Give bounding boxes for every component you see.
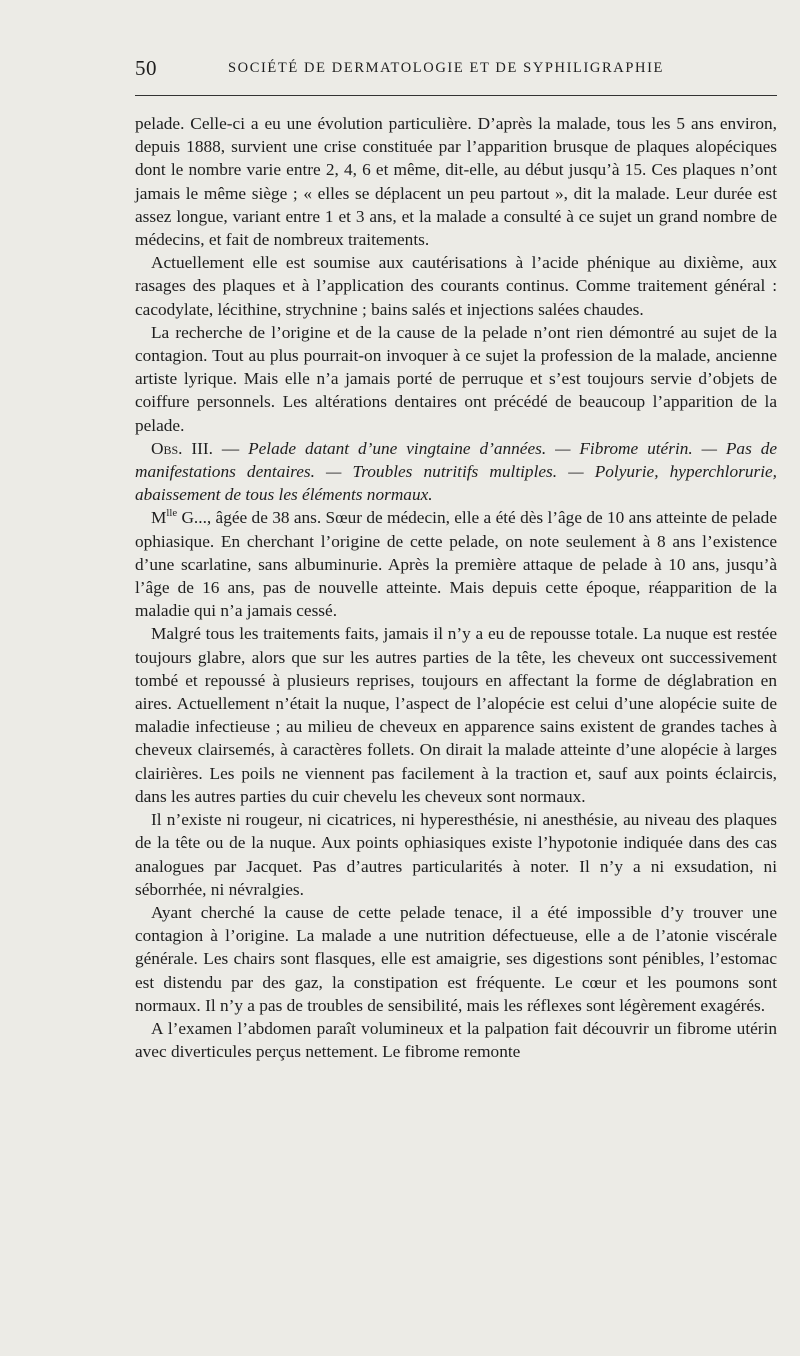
- observation-label: Obs. III.: [151, 438, 213, 458]
- body-text: [135, 112, 777, 1063]
- paragraph-1: pelade. Celle-ci a eu une évolution particulière. D’après la malade, tous les 5 ans environ, depuis 1888, survient une crise constituée par l’apparition brusque de plaques alopéciques dont le nombre varie entre 2, 4, 6 et même, dit-elle, au début jusqu’à 15. Ces plaques n’ont jamais le même siège ; « elles se déplacent un peu partout », dit la malade. Leur durée est assez longue, variant entre 1 et 3 ans, et la malade a consulté à ce sujet un grand nombre de médecins, et fait de nombreux traitements.: [135, 114, 777, 250]
- page-number: 50: [135, 56, 157, 80]
- paragraph-8: Ayant cherché la cause de cette pelade tenace, il a été impossible d’y trouver une contagion à l’origine. La malade a une nutrition défectueuse, elle a de l’atonie viscérale générale. Les chairs sont flasques, elle est amaigrie, ses digestions sont pénibles, l’estomac est distendu par des gaz, la constipation est fréquente. Le cœur et les poumons sont normaux. Il n’y a pas de troubles de sensibilité, mais les réflexes sont légèrement exagérés.: [135, 902, 777, 1015]
- observation-heading: [135, 437, 777, 507]
- paragraph-9: A l’examen l’abdomen paraît volumineux et la palpation fait découvrir un fibrome utérin avec diverticules perçus nettement. Le fibrome remonte: [135, 1018, 777, 1062]
- header-rule: [135, 95, 777, 96]
- paragraph-5-text: G..., âgée de 38 ans. Sœur de médecin, elle a été dès l’âge de 10 ans atteinte de pelade ophiasique. En cherchant l’origine de cette pelade, on note seulement à 8 ans l’existence d’une scarlatine, sans albuminurie. Après la première attaque de pelade à 10 ans, jusqu’à l’âge de 16 ans, pas de nouvelle atteinte. Mais depuis cette époque, réapparition de la maladie qui n’a jamais cessé.: [135, 508, 777, 621]
- page-header: [135, 56, 777, 86]
- honorific: M: [151, 508, 167, 528]
- paragraph-2: Actuellement elle est soumise aux cautérisations à l’acide phénique au dixième, aux rasages des plaques et à l’application des courants continus. Comme traitement général : cacodylate, lécithine, strychnine ; bains salés et injections salées chaudes.: [135, 253, 777, 319]
- observation-title: Pelade datant d’une vingtaine d’années. — Fibrome utérin. — Pas de manifestations dentaires. — Troubles nutritifs multiples. — Polyurie, hyperchlorurie, abaissement de tous les éléments normaux.: [135, 438, 778, 505]
- paragraph-7: Il n’existe ni rougeur, ni cicatrices, ni hyperesthésie, ni anesthésie, au niveau des plaques de la tête ou de la nuque. Aux points ophiasiques existe l’hypotonie indiquée dans des cas analogues par Jacquet. Pas d’autres particularités à noter. Il n’y a ni exsudation, ni séborrhée, ni névralgies.: [135, 810, 777, 899]
- paragraph-6: Malgré tous les traitements faits, jamais il n’y a eu de repousse totale. La nuque est restée toujours glabre, alors que sur les autres parties de la tête, les cheveux ont successivement tombé et repoussé à plusieurs reprises, toujours en affectant la forme de déglabration en aires. Actuellement n’était la nuque, l’aspect de l’alopécie est celui d’une alopécie suite de maladie infectieuse ; au milieu de cheveux en apparence sains existent de grandes taches à cheveux clairsemés, à caractères follets. On dirait la malade atteinte d’une alopécie à larges clairières. Les poils ne viennent pas facilement à la traction et, sauf aux points éclaircis, dans les autres parties du cuir chevelu les cheveux sont normaux.: [135, 624, 777, 806]
- observation-dash: —: [212, 438, 249, 458]
- paragraph-5: [135, 506, 777, 622]
- running-title: SOCIÉTÉ DE DERMATOLOGIE ET DE SYPHILIGRAPHIE: [228, 60, 664, 76]
- honorific-superscript: lle: [166, 507, 178, 520]
- paragraph-3: La recherche de l’origine et de la cause de la pelade n’ont rien démontré au sujet de la contagion. Tout au plus pourrait-on invoquer à ce sujet la profession de la malade, ancienne artiste lyrique. Mais elle n’a jamais porté de perruque et s’est toujours servie d’objets de coiffure personnels. Les altérations dentaires ont précédé de beaucoup l’apparition de la pelade.: [135, 322, 777, 435]
